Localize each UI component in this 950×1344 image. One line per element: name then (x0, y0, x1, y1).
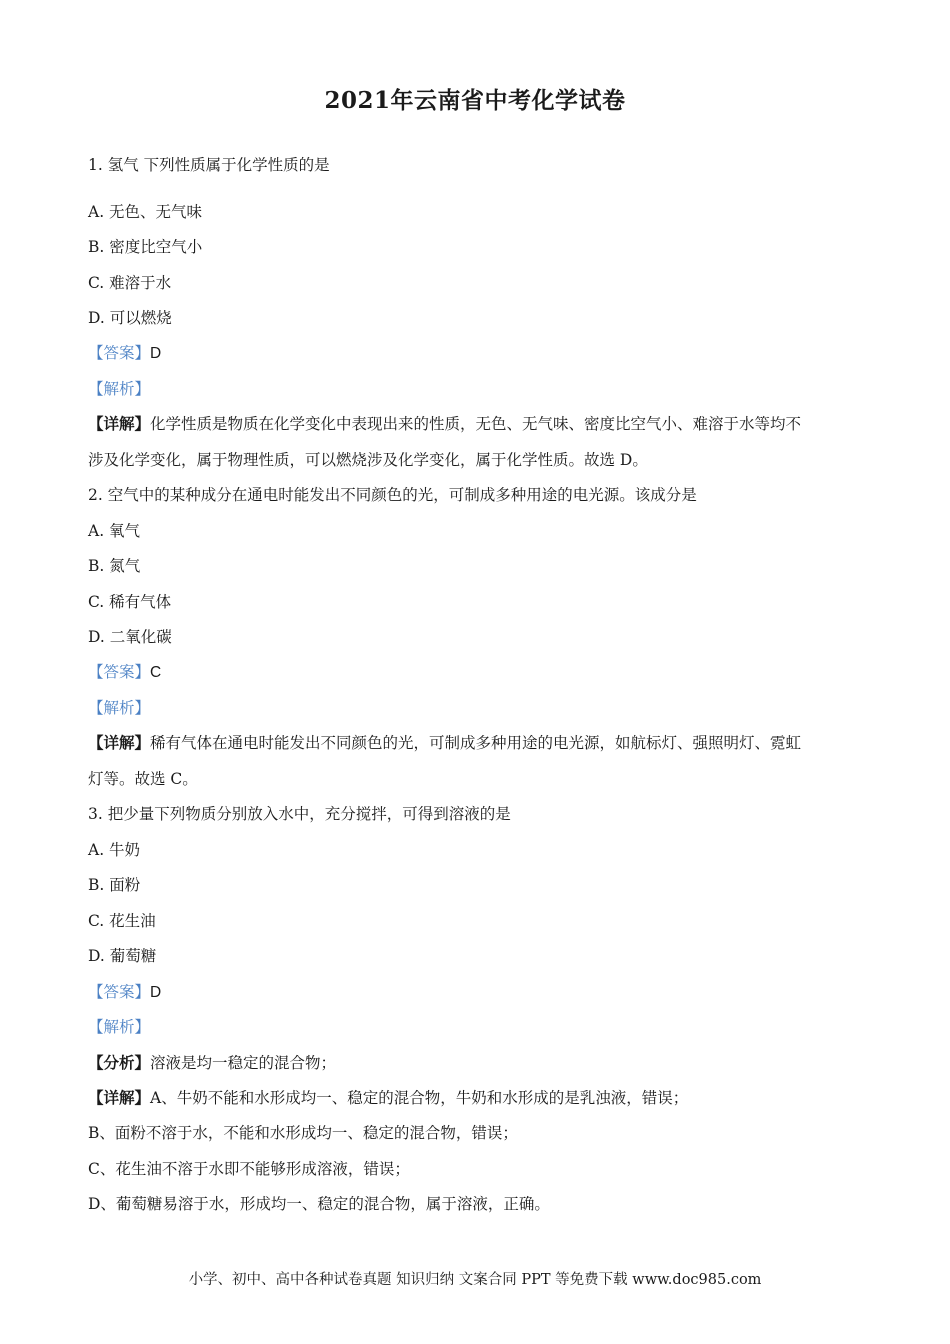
question-1-detail-line-2: 涉及化学变化，属于物理性质，可以燃烧涉及化学变化，属于化学性质。故选 D。 (88, 451, 648, 469)
answer-value: C (150, 664, 162, 681)
question-3-detail-line-1 (88, 1087, 868, 1109)
question-2-option-a: A. 氧气 (88, 522, 141, 540)
question-3-stem: 3. 把少量下列物质分别放入水中，充分搅拌，可得到溶液的是 (88, 805, 511, 823)
question-1-option-d: D. 可以燃烧 (88, 309, 172, 327)
question-3-option-a: A. 牛奶 (88, 841, 141, 859)
question-1-stem: 1. 氢气 下列性质属于化学性质的是 (88, 156, 330, 174)
fenxi-text: 溶液是均一稳定的混合物； (150, 1054, 337, 1072)
detail-text: A、牛奶不能和水形成均一、稳定的混合物，牛奶和水形成的是乳浊液，错误； (150, 1089, 689, 1107)
question-1-analysis-tag: 【解析】 (88, 380, 151, 398)
answer-tag: 【答案】 (88, 983, 151, 1001)
detail-text: 化学性质是物质在化学变化中表现出来的性质，无色、无气味、密度比空气小、难溶于水等均不 (150, 415, 802, 433)
question-3-analysis-tag: 【解析】 (88, 1018, 151, 1036)
question-2-analysis-tag: 【解析】 (88, 699, 151, 717)
question-3-detail-line-2: B、面粉不溶于水，不能和水形成均一、稳定的混合物，错误； (88, 1124, 518, 1142)
question-3-option-b: B. 面粉 (88, 876, 141, 894)
detail-tag: 【详解】 (88, 1088, 151, 1107)
question-3-answer (88, 981, 868, 1004)
question-1-detail-line-1 (88, 413, 868, 435)
question-1-option-a: A. 无色、无气味 (88, 203, 203, 221)
question-1-option-b: B. 密度比空气小 (88, 238, 203, 256)
question-2-option-c: C. 稀有气体 (88, 593, 172, 611)
question-1-option-c: C. 难溶于水 (88, 274, 172, 292)
question-2-stem: 2. 空气中的某种成分在通电时能发出不同颜色的光，可制成多种用途的电光源。该成分是 (88, 486, 697, 504)
answer-value: D (150, 984, 162, 1001)
answer-tag: 【答案】 (88, 344, 151, 362)
question-1-answer (88, 342, 868, 365)
question-2-option-d: D. 二氧化碳 (88, 628, 172, 646)
question-3-detail-line-3: C、花生油不溶于水即不能够形成溶液，错误； (88, 1160, 410, 1178)
question-3-option-c: C. 花生油 (88, 912, 156, 930)
answer-tag: 【答案】 (88, 663, 151, 681)
question-3-fenxi (88, 1052, 868, 1074)
question-2-detail-line-1 (88, 732, 868, 754)
page-title: 2021年云南省中考化学试卷 (324, 87, 626, 114)
page-footer: 小学、初中、高中各种试卷真题 知识归纳 文案合同 PPT 等免费下载 www.doc985.com (188, 1272, 762, 1288)
question-2-answer (88, 661, 868, 684)
fenxi-tag: 【分析】 (88, 1053, 151, 1072)
detail-text: 稀有气体在通电时能发出不同颜色的光，可制成多种用途的电光源，如航标灯、强照明灯、霓虹 (150, 734, 802, 752)
detail-tag: 【详解】 (88, 733, 151, 752)
question-3-option-d: D. 葡萄糖 (88, 947, 157, 965)
question-2-option-b: B. 氮气 (88, 557, 141, 575)
question-3-detail-line-4: D、葡萄糖易溶于水，形成均一、稳定的混合物，属于溶液，正确。 (88, 1195, 550, 1213)
answer-value: D (150, 345, 162, 362)
detail-tag: 【详解】 (88, 414, 151, 433)
question-2-detail-line-2: 灯等。故选 C。 (88, 770, 198, 788)
